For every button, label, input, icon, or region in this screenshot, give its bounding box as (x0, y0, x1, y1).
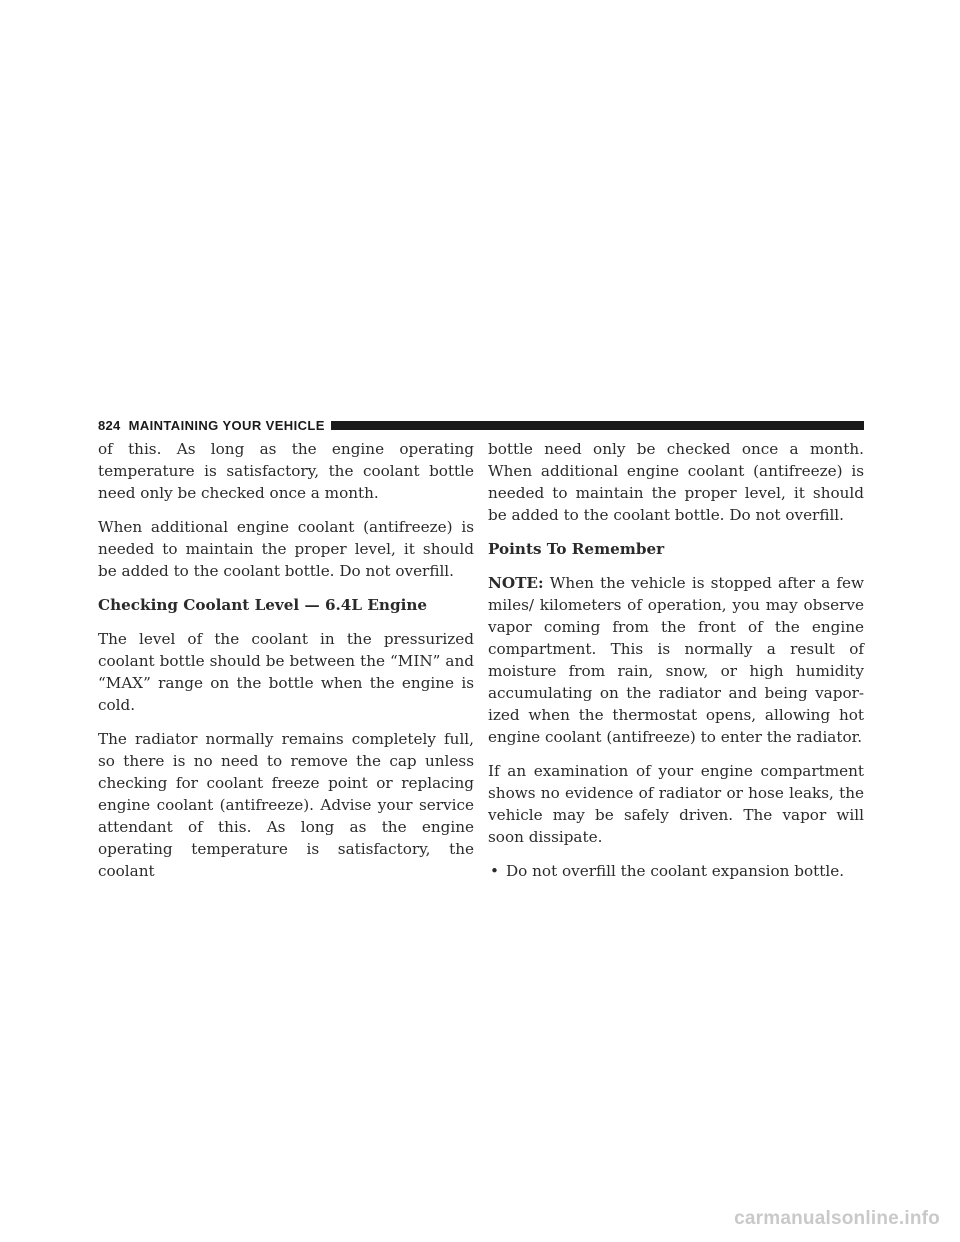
watermark-link[interactable]: carmanualsonline.info (734, 1208, 940, 1229)
paragraph: When additional engine coolant (antifreeze) is needed to maintain the proper level, it should be added to the coolant bottle. Do not overfill. (98, 518, 474, 580)
paragraph: of this. As long as the engine operating temperature is satisfactory, the coolant bottle need only be checked once a month. (98, 440, 474, 502)
paragraph: The radiator normally remains completely full, so there is no need to remove the cap unless checking for coolant freeze point or replacing engine coolant (antifreeze). Advise your service attendant of this. As long as the engine operating temperature is satisfactory, the coolant (98, 730, 474, 880)
paragraph: If an examination of your engine compartment shows no evidence of radiator or hose leaks, the vehicle may be safely driven. The vapor will soon dissipate. (488, 762, 864, 846)
section-heading: Points To Remember (488, 540, 665, 558)
page-number: 824 (98, 417, 121, 433)
note-label: NOTE: (488, 574, 544, 592)
section-title: MAINTAINING YOUR VEHICLE (128, 417, 325, 433)
list-item-text: Do not overfill the coolant expansion bottle. (506, 862, 845, 880)
note-text: When the vehicle is stopped after a few miles/ kilometers of operation, you may observe vapor coming from the front of the engine compartment. This is normally a result of moisture from rain, snow, or high humidity accumulating on the radiator and being vaporized when the thermostat opens, allowing hot engine coolant (antifreeze) to enter the radiator. (488, 574, 864, 746)
list-item (488, 860, 864, 882)
note-paragraph (488, 572, 864, 748)
paragraph: The level of the coolant in the pressurized coolant bottle should be between the “MIN” and “MAX” range on the bottle when the engine is cold. (98, 630, 474, 714)
left-column (98, 438, 474, 894)
paragraph: bottle need only be checked once a month. When additional engine coolant (antifreeze) is needed to maintain the proper level, it should be added to the coolant bottle. Do not overfill. (488, 440, 864, 524)
section-heading: Checking Coolant Level — 6.4L Engine (98, 596, 428, 614)
page-header (98, 416, 864, 434)
bullet-icon: • (490, 862, 499, 880)
header-rule (331, 421, 864, 430)
bullet-list (488, 860, 864, 882)
right-column (488, 438, 864, 890)
